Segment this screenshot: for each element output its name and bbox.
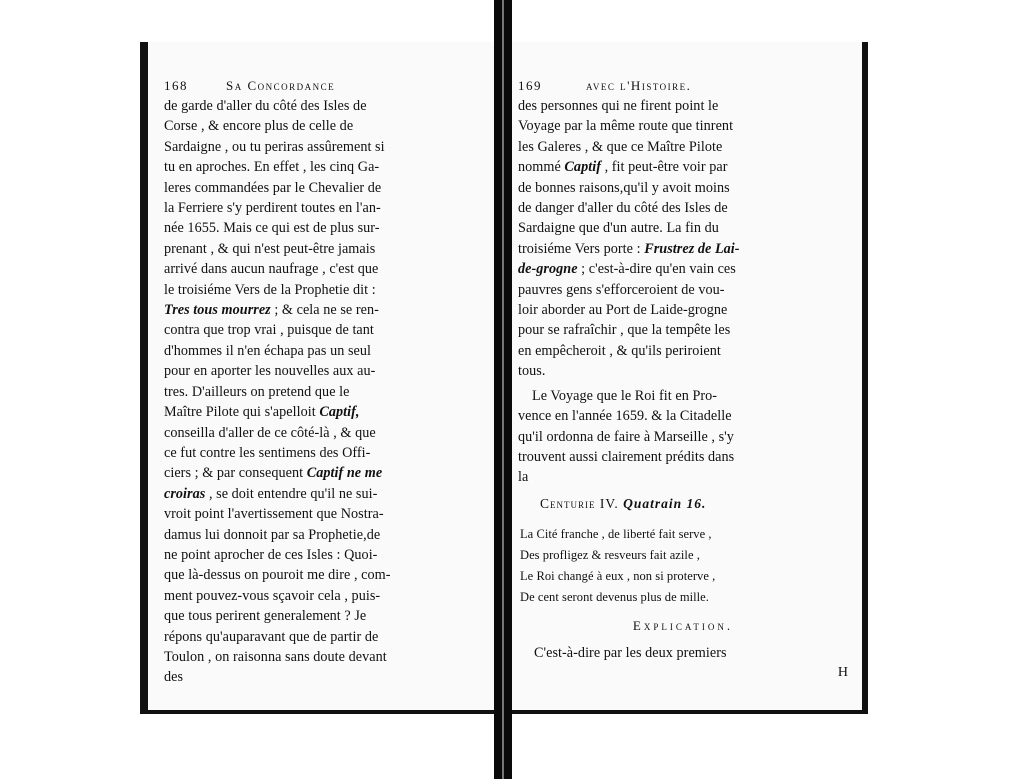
explication-heading: Explication. [632, 618, 734, 634]
heading-label: Centurie IV. [540, 495, 624, 511]
text-line: trouvent aussi clairement prédits dans [518, 448, 735, 465]
text-line [164, 484, 391, 504]
text-line [164, 402, 391, 422]
text-line: loir aborder au Port de Laide-grogne [518, 302, 728, 319]
text-line: pauvres gens s'efforceroient de vou- [518, 281, 725, 298]
verse-line: Des profligez & resveurs fait azile , [520, 548, 700, 563]
text-line: ment pouvez-vous sçavoir cela , puis- [164, 587, 381, 604]
italic-text: Frustrez de Lai- [644, 240, 740, 257]
verse-line: De cent seront devenus plus de mille. [520, 590, 709, 605]
text-line: de bonnes raisons,qu'il y avoit moins [518, 179, 730, 196]
quatrain-heading [540, 494, 848, 514]
text-line: Sardaigne que d'un autre. La fin du [518, 220, 719, 237]
right-running-head [518, 76, 848, 96]
italic-text: Captif [564, 159, 601, 176]
text-line: tu en aproches. En effet , les cinq Ga- [164, 159, 380, 176]
text-line: pour se rafraîchir , que la tempête les [518, 322, 731, 339]
text-line: leres commandées par le Chevalier de [164, 179, 382, 196]
signature-mark: H [837, 664, 848, 680]
text-line: C'est-à-dire par les deux premiers [534, 644, 727, 661]
italic-text: Captif, [319, 404, 360, 421]
text-segment: ciers ; & par consequent [164, 465, 304, 482]
text-segment: troisiéme Vers porte : [518, 240, 645, 257]
text-line: Sardaigne , ou tu periras assûrement si [164, 138, 385, 155]
text-line: arrivé dans aucun naufrage , c'est que [164, 261, 379, 278]
text-line: de garde d'aller du côté des Isles de [164, 98, 367, 114]
right-running-title: avec l'Histoire. [586, 78, 692, 93]
verse-line: La Cité franche , de liberté fait serve , [520, 527, 712, 542]
left-running-title: Sa Concordance [226, 78, 336, 93]
text-line: née 1655. Mais ce qui est de plus sur- [164, 220, 380, 237]
text-line: tous. [518, 363, 546, 380]
right-text-column [518, 76, 848, 683]
text-line: ce fut contre les sentimens des Offi- [164, 444, 371, 461]
text-line [518, 157, 848, 177]
left-running-head [164, 76, 391, 96]
text-line: les Galeres , & que ce Maître Pilote [518, 138, 723, 155]
book-spread [140, 42, 868, 714]
text-line: Toulon , on raisonna sans doute devant [164, 648, 387, 665]
right-page [512, 42, 862, 710]
text-line: la [518, 469, 529, 486]
text-line: des personnes qui ne firent point le [518, 98, 719, 114]
text-line [518, 239, 848, 259]
text-line: contra que trop vrai , puisque de tant [164, 322, 374, 339]
italic-text: de-grogne [518, 261, 578, 278]
text-line: de danger d'aller du côté des Isles de [518, 200, 728, 217]
text-segment: , fit peut-être voir par [600, 159, 728, 176]
text-line: pour en aporter les nouvelles aux au- [164, 363, 376, 380]
text-line: Voyage par la même route que tinrent [518, 118, 734, 135]
text-line: prenant , & qui n'est peut-être jamais [164, 240, 376, 257]
text-line: répons qu'auparavant que de partir de [164, 628, 379, 645]
heading-quatrain: Quatrain 16. [623, 495, 707, 511]
italic-text: Tres tous mourrez [164, 302, 271, 319]
italic-text: croiras [164, 485, 206, 502]
text-line: damus lui donnoit par sa Prophetie,de [164, 526, 381, 543]
book-gutter [494, 0, 512, 779]
text-line: qu'il ordonna de faire à Marseille , s'y [518, 428, 734, 445]
italic-text: Captif ne me [306, 465, 383, 482]
left-page [148, 42, 494, 710]
text-segment: ; c'est-à-dire qu'en vain ces [577, 261, 736, 278]
text-line: tres. D'ailleurs on pretend que le [164, 383, 350, 400]
text-line: Le Voyage que le Roi fit en Pro- [532, 387, 718, 404]
text-line [164, 463, 391, 483]
verse-line: Le Roi changé à eux , non si proterve , [520, 569, 716, 584]
text-line: que là-dessus on pouroit me dire , com- [164, 567, 391, 584]
text-line: des [164, 669, 184, 686]
paragraph [518, 386, 848, 488]
left-page-number: 168 [164, 78, 188, 93]
text-line: le troisiéme Vers de la Prophetie dit : [164, 281, 376, 298]
text-segment: Maître Pilote qui s'apelloit [164, 404, 320, 421]
text-line: ne point aprocher de ces Isles : Quoi- [164, 546, 378, 563]
text-line: conseilla d'aller de ce côté-là , & que [164, 424, 376, 441]
text-line: en empêcheroit , & qu'ils periroient [518, 342, 721, 359]
text-segment: , se doit entendre qu'il ne sui- [205, 485, 378, 502]
text-line: que tous perirent generalement ? Je [164, 608, 367, 625]
text-line: Corse , & encore plus de celle de [164, 118, 354, 135]
left-text-column [164, 76, 391, 688]
text-line [164, 300, 391, 320]
text-line: vroit point l'avertissement que Nostra- [164, 506, 384, 523]
right-page-number: 169 [518, 78, 542, 93]
text-segment: nommé [518, 159, 565, 176]
text-line: vence en l'année 1659. & la Citadelle [518, 408, 732, 425]
text-line: d'hommes il n'en échapa pas un seul [164, 342, 372, 359]
text-line: la Ferriere s'y perdirent toutes en l'an- [164, 200, 381, 217]
text-line [518, 259, 848, 279]
text-segment: ; & cela ne se ren- [270, 302, 379, 319]
